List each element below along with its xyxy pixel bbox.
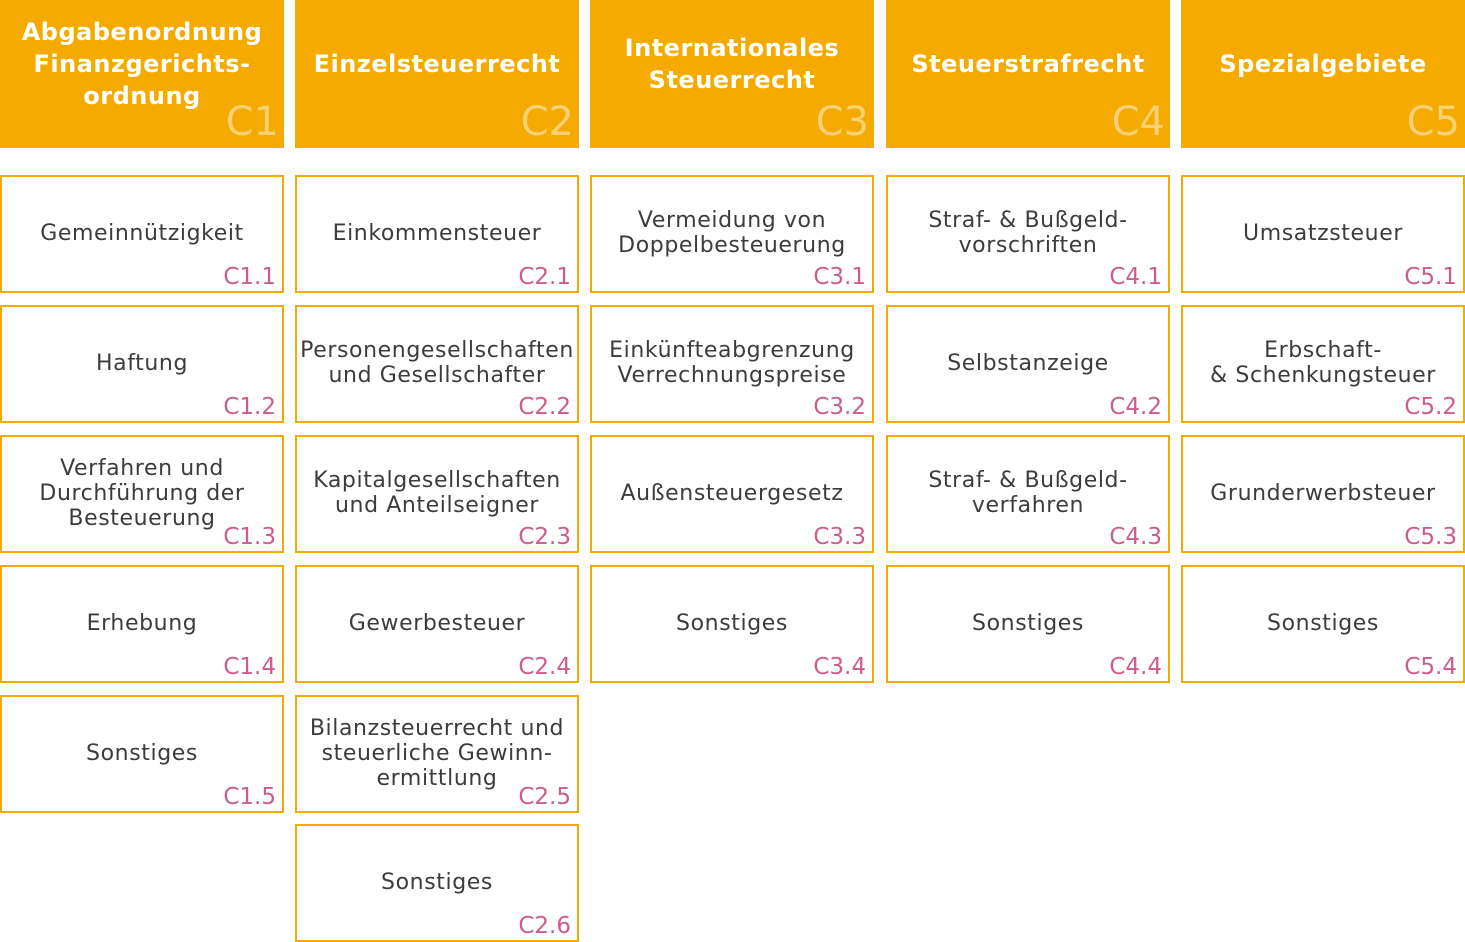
topic-box[interactable] (0, 175, 284, 293)
topic-label: Erbschaft- & Schenkungsteuer (1210, 338, 1436, 388)
topic-code: C4.4 (1109, 654, 1162, 680)
topic-code: C3.3 (813, 524, 866, 550)
topic-code: C3.2 (813, 394, 866, 420)
topic-label: Personengesellschaften und Gesellschafter (300, 338, 574, 388)
column-header-c1[interactable] (0, 0, 284, 148)
topic-code: C2.1 (518, 264, 571, 290)
topic-label: Gewerbesteuer (348, 610, 526, 636)
topic-box[interactable] (886, 435, 1170, 553)
topic-code: C3.4 (813, 654, 866, 680)
topic-box[interactable] (0, 565, 284, 683)
topic-code: C3.1 (813, 264, 866, 290)
column-header-c5[interactable] (1181, 0, 1465, 148)
topic-box[interactable] (295, 175, 579, 293)
topic-code: C4.1 (1109, 264, 1162, 290)
topic-code: C1.2 (223, 394, 276, 420)
topic-label: Bilanzsteuerrecht und steuerliche Gewinn- ermittlung (309, 715, 565, 791)
column-code: C4 (1111, 99, 1165, 145)
topic-box[interactable] (1181, 175, 1465, 293)
topic-box[interactable] (590, 565, 874, 683)
column-title: Einzelsteuerrecht (313, 50, 561, 78)
column-title: Spezialgebiete (1219, 50, 1427, 78)
topic-box[interactable] (0, 695, 284, 813)
topic-label: Sonstiges (86, 740, 198, 766)
topic-code: C5.1 (1404, 264, 1457, 290)
topic-label: Sonstiges (676, 610, 788, 636)
topic-label: Selbstanzeige (947, 350, 1109, 376)
topic-label: Umsatzsteuer (1243, 220, 1403, 246)
topic-code: C2.4 (518, 654, 571, 680)
topic-label: Grunderwerbsteuer (1210, 480, 1436, 506)
topic-code: C4.2 (1109, 394, 1162, 420)
topic-label: Erhebung (86, 610, 198, 636)
topic-box[interactable] (1181, 435, 1465, 553)
topic-label: Straf- & Bußgeld- vorschriften (928, 208, 1128, 258)
topic-code: C1.4 (223, 654, 276, 680)
topic-code: C2.6 (518, 913, 571, 939)
topic-box[interactable] (1181, 565, 1465, 683)
column-code: C3 (815, 99, 869, 145)
column-code: C5 (1406, 99, 1460, 145)
topic-code: C2.2 (518, 394, 571, 420)
topic-box[interactable] (1181, 305, 1465, 423)
topic-label: Sonstiges (381, 869, 493, 895)
topic-box[interactable] (0, 305, 284, 423)
column-code: C2 (520, 99, 574, 145)
topic-code: C5.2 (1404, 394, 1457, 420)
topic-label: Sonstiges (972, 610, 1084, 636)
topic-label: Kapitalgesellschaften und Anteilseigner (313, 468, 561, 518)
topic-code: C1.1 (223, 264, 276, 290)
topic-label: Haftung (95, 350, 189, 376)
column-header-c2[interactable] (295, 0, 579, 148)
topic-label: Einkommensteuer (332, 220, 542, 246)
topic-box[interactable] (295, 695, 579, 813)
column-code: C1 (225, 99, 279, 145)
topic-box[interactable] (886, 305, 1170, 423)
topic-code: C2.5 (518, 784, 571, 810)
topic-box[interactable] (590, 435, 874, 553)
topic-code: C4.3 (1109, 524, 1162, 550)
topic-label: Sonstiges (1267, 610, 1379, 636)
topic-box[interactable] (0, 435, 284, 553)
topic-label: Gemeinnützigkeit (40, 220, 244, 246)
topic-box[interactable] (590, 175, 874, 293)
topic-code: C5.4 (1404, 654, 1457, 680)
topic-code: C5.3 (1404, 524, 1457, 550)
column-header-c3[interactable] (590, 0, 874, 148)
topic-label: Verfahren und Durchführung der Besteuerung (39, 455, 245, 531)
topic-box[interactable] (295, 435, 579, 553)
column-title: Abgabenordnung Finanzgerichts- ordnung (21, 18, 263, 110)
topic-label: Vermeidung von Doppelbesteuerung (618, 208, 846, 258)
topic-box[interactable] (295, 305, 579, 423)
column-header-c4[interactable] (886, 0, 1170, 148)
topic-box[interactable] (590, 305, 874, 423)
topic-code: C1.5 (223, 784, 276, 810)
topic-box[interactable] (295, 824, 579, 942)
column-title: Steuerstrafrecht (911, 50, 1145, 78)
column-title: Internationales Steuerrecht (624, 34, 840, 94)
topic-code: C1.3 (223, 524, 276, 550)
topic-label: Straf- & Bußgeld- verfahren (928, 468, 1128, 518)
topic-code: C2.3 (518, 524, 571, 550)
topic-box[interactable] (886, 175, 1170, 293)
topic-label: Außensteuergesetz (620, 480, 844, 506)
topic-box[interactable] (886, 565, 1170, 683)
topic-label: Einkünfteabgrenzung Verrechnungspreise (609, 338, 855, 388)
topic-box[interactable] (295, 565, 579, 683)
